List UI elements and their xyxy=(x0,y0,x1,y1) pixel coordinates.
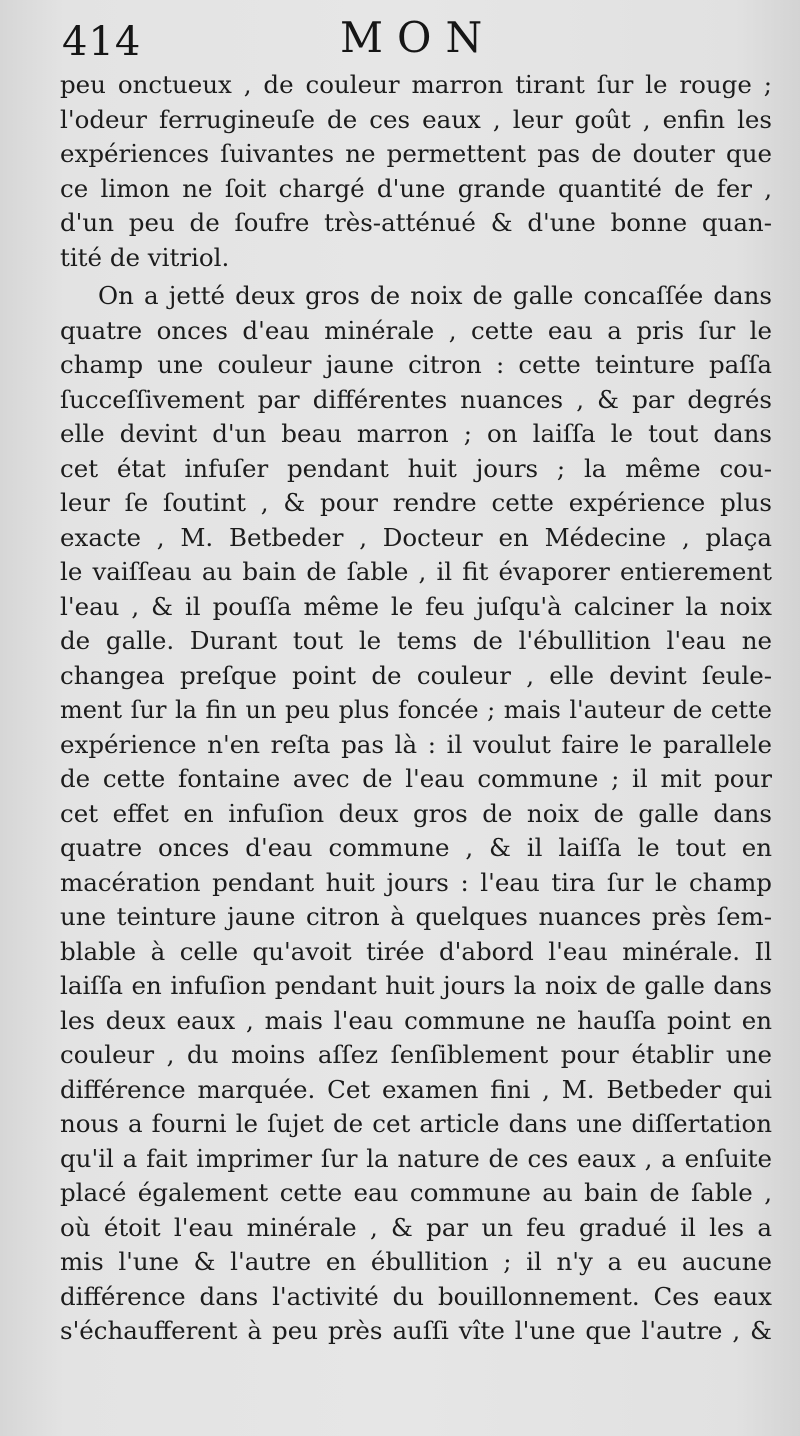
paragraph xyxy=(60,68,772,275)
text-line: peu onctueux , de couleur marron tirant ſur le rouge ; xyxy=(60,70,772,99)
text-line: elle devint d'un beau marron ; on laiſſa le tout dans xyxy=(60,419,772,448)
text-line: mis l'une & l'autre en ébullition ; il n'y a eu aucune xyxy=(60,1247,772,1276)
text-line: ce limon ne ſoit chargé d'une grande quantité de fer , xyxy=(60,173,772,203)
text-line: s'échaufferent à peu près auſſi vîte l'une que l'autre , & xyxy=(60,1316,772,1345)
text-line: macération pendant huit jours : l'eau tira ſur le champ xyxy=(60,867,772,897)
text-line: ſucceſſivement par différentes nuances , & par degrés xyxy=(60,384,772,414)
text-line: laiſſa en infuſion pendant huit jours la noix de galle dans xyxy=(60,971,772,1000)
text-line: champ une couleur jaune citron : cette teinture paſſa xyxy=(60,350,772,379)
text-line: placé également cette eau commune au bain de ſable , xyxy=(60,1178,772,1207)
text-line: changea preſque point de couleur , elle devint ſeule- xyxy=(60,660,772,690)
text-line: blable à celle qu'avoit tirée d'abord l'eau minérale. Il xyxy=(60,936,772,966)
text-line: les deux eaux , mais l'eau commune ne hauſſa point en xyxy=(60,1005,772,1035)
text-line: quatre onces d'eau commune , & il laiſſa le tout en xyxy=(60,833,772,862)
text-line: couleur , du moins aſſez ſenſiblement pour établir une xyxy=(60,1040,772,1069)
text-line: d'un peu de ſoufre très-atténué & d'une bonne quan- xyxy=(60,208,772,237)
text-line: l'odeur ferrugineuſe de ces eaux , leur goût , enfin les xyxy=(60,104,772,134)
text-line: quatre onces d'eau minérale , cette eau a pris ſur le xyxy=(60,315,772,345)
page-header xyxy=(0,14,800,66)
page-number: 414 xyxy=(62,19,142,65)
text-line: expérience n'en reſta pas là : il voulut faire le parallele xyxy=(60,729,772,759)
text-line: l'eau , & il pouſſa même le feu juſqu'à calciner la noix xyxy=(60,591,772,621)
text-line: où étoit l'eau minérale , & par un feu gradué il les a xyxy=(60,1212,772,1242)
running-head: MON xyxy=(340,13,497,62)
text-line: cet état infuſer pendant huit jours ; la même cou- xyxy=(60,453,772,483)
text-line: différence dans l'activité du bouillonnement. Ces eaux xyxy=(60,1281,772,1311)
body-text xyxy=(60,68,772,1349)
paragraph xyxy=(60,279,772,1349)
text-line: tité de vitriol. xyxy=(60,242,230,272)
text-line: de galle. Durant tout le tems de l'ébullition l'eau ne xyxy=(60,626,772,655)
text-line: différence marquée. Cet examen fini , M. Betbeder qui xyxy=(60,1074,772,1104)
text-line: de cette fontaine avec de l'eau commune ; il mit pour xyxy=(60,764,772,793)
text-line: nous a fourni le ſujet de cet article dans une diſſertation xyxy=(60,1109,772,1138)
text-line: exacte , M. Betbeder , Docteur en Médecine , plaça xyxy=(60,522,772,552)
text-line: qu'il a fait imprimer ſur la nature de ces eaux , a enſuite xyxy=(60,1143,772,1173)
text-line: On a jetté deux gros de noix de galle concaſſée dans xyxy=(98,281,772,310)
text-line: cet effet en infuſion deux gros de noix de galle dans xyxy=(60,798,772,828)
text-line: une teinture jaune citron à quelques nuances près ſem- xyxy=(60,902,772,931)
text-line: ment ſur la fin un peu plus foncée ; mais l'auteur de cette xyxy=(60,696,772,724)
text-line: expériences ſuivantes ne permettent pas de douter que xyxy=(60,139,772,168)
text-line: leur ſe ſoutint , & pour rendre cette expérience plus xyxy=(60,488,772,517)
text-line: le vaiſſeau au bain de ſable , il fit évaporer entierement xyxy=(60,557,772,586)
